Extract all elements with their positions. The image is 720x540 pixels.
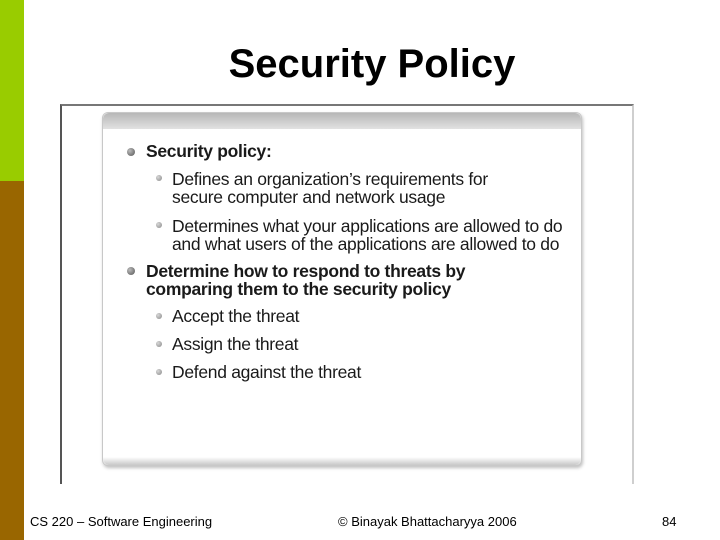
footer-page-number: 84 xyxy=(662,514,677,529)
bullet-level2: Determines what your applications are allowed to do and what users of the applications are allowed to do xyxy=(172,216,563,254)
sub-bullet-dot-icon xyxy=(156,313,162,319)
panel-footer-bar xyxy=(103,457,581,465)
bullet-level2: Defines an organization’s requirements for secure computer and network usage xyxy=(172,169,488,207)
slide-title: Security Policy xyxy=(228,42,516,86)
bullet-dot-icon xyxy=(127,148,135,156)
footer-copyright: © Binayak Bhattacharyya 2006 xyxy=(338,514,517,529)
accent-bar-bottom xyxy=(0,181,24,540)
footer-course: CS 220 – Software Engineering xyxy=(30,514,213,529)
bullet-level2: Defend against the threat xyxy=(172,362,362,382)
sub-bullet-dot-icon xyxy=(156,369,162,375)
bullet-level1: Determine how to respond to threats by comparing them to the security policy xyxy=(146,261,466,299)
sub-bullet-dot-icon xyxy=(156,175,162,181)
bullet-level1: Security policy: xyxy=(146,141,272,161)
bullet-dot-icon xyxy=(127,267,135,275)
sub-bullet-dot-icon xyxy=(156,341,162,347)
bullet-level2: Assign the threat xyxy=(172,334,299,354)
bullet-level2: Accept the threat xyxy=(172,306,300,326)
accent-bar-top xyxy=(0,0,24,181)
sub-bullet-dot-icon xyxy=(156,222,162,228)
panel-header-bar xyxy=(103,113,581,129)
